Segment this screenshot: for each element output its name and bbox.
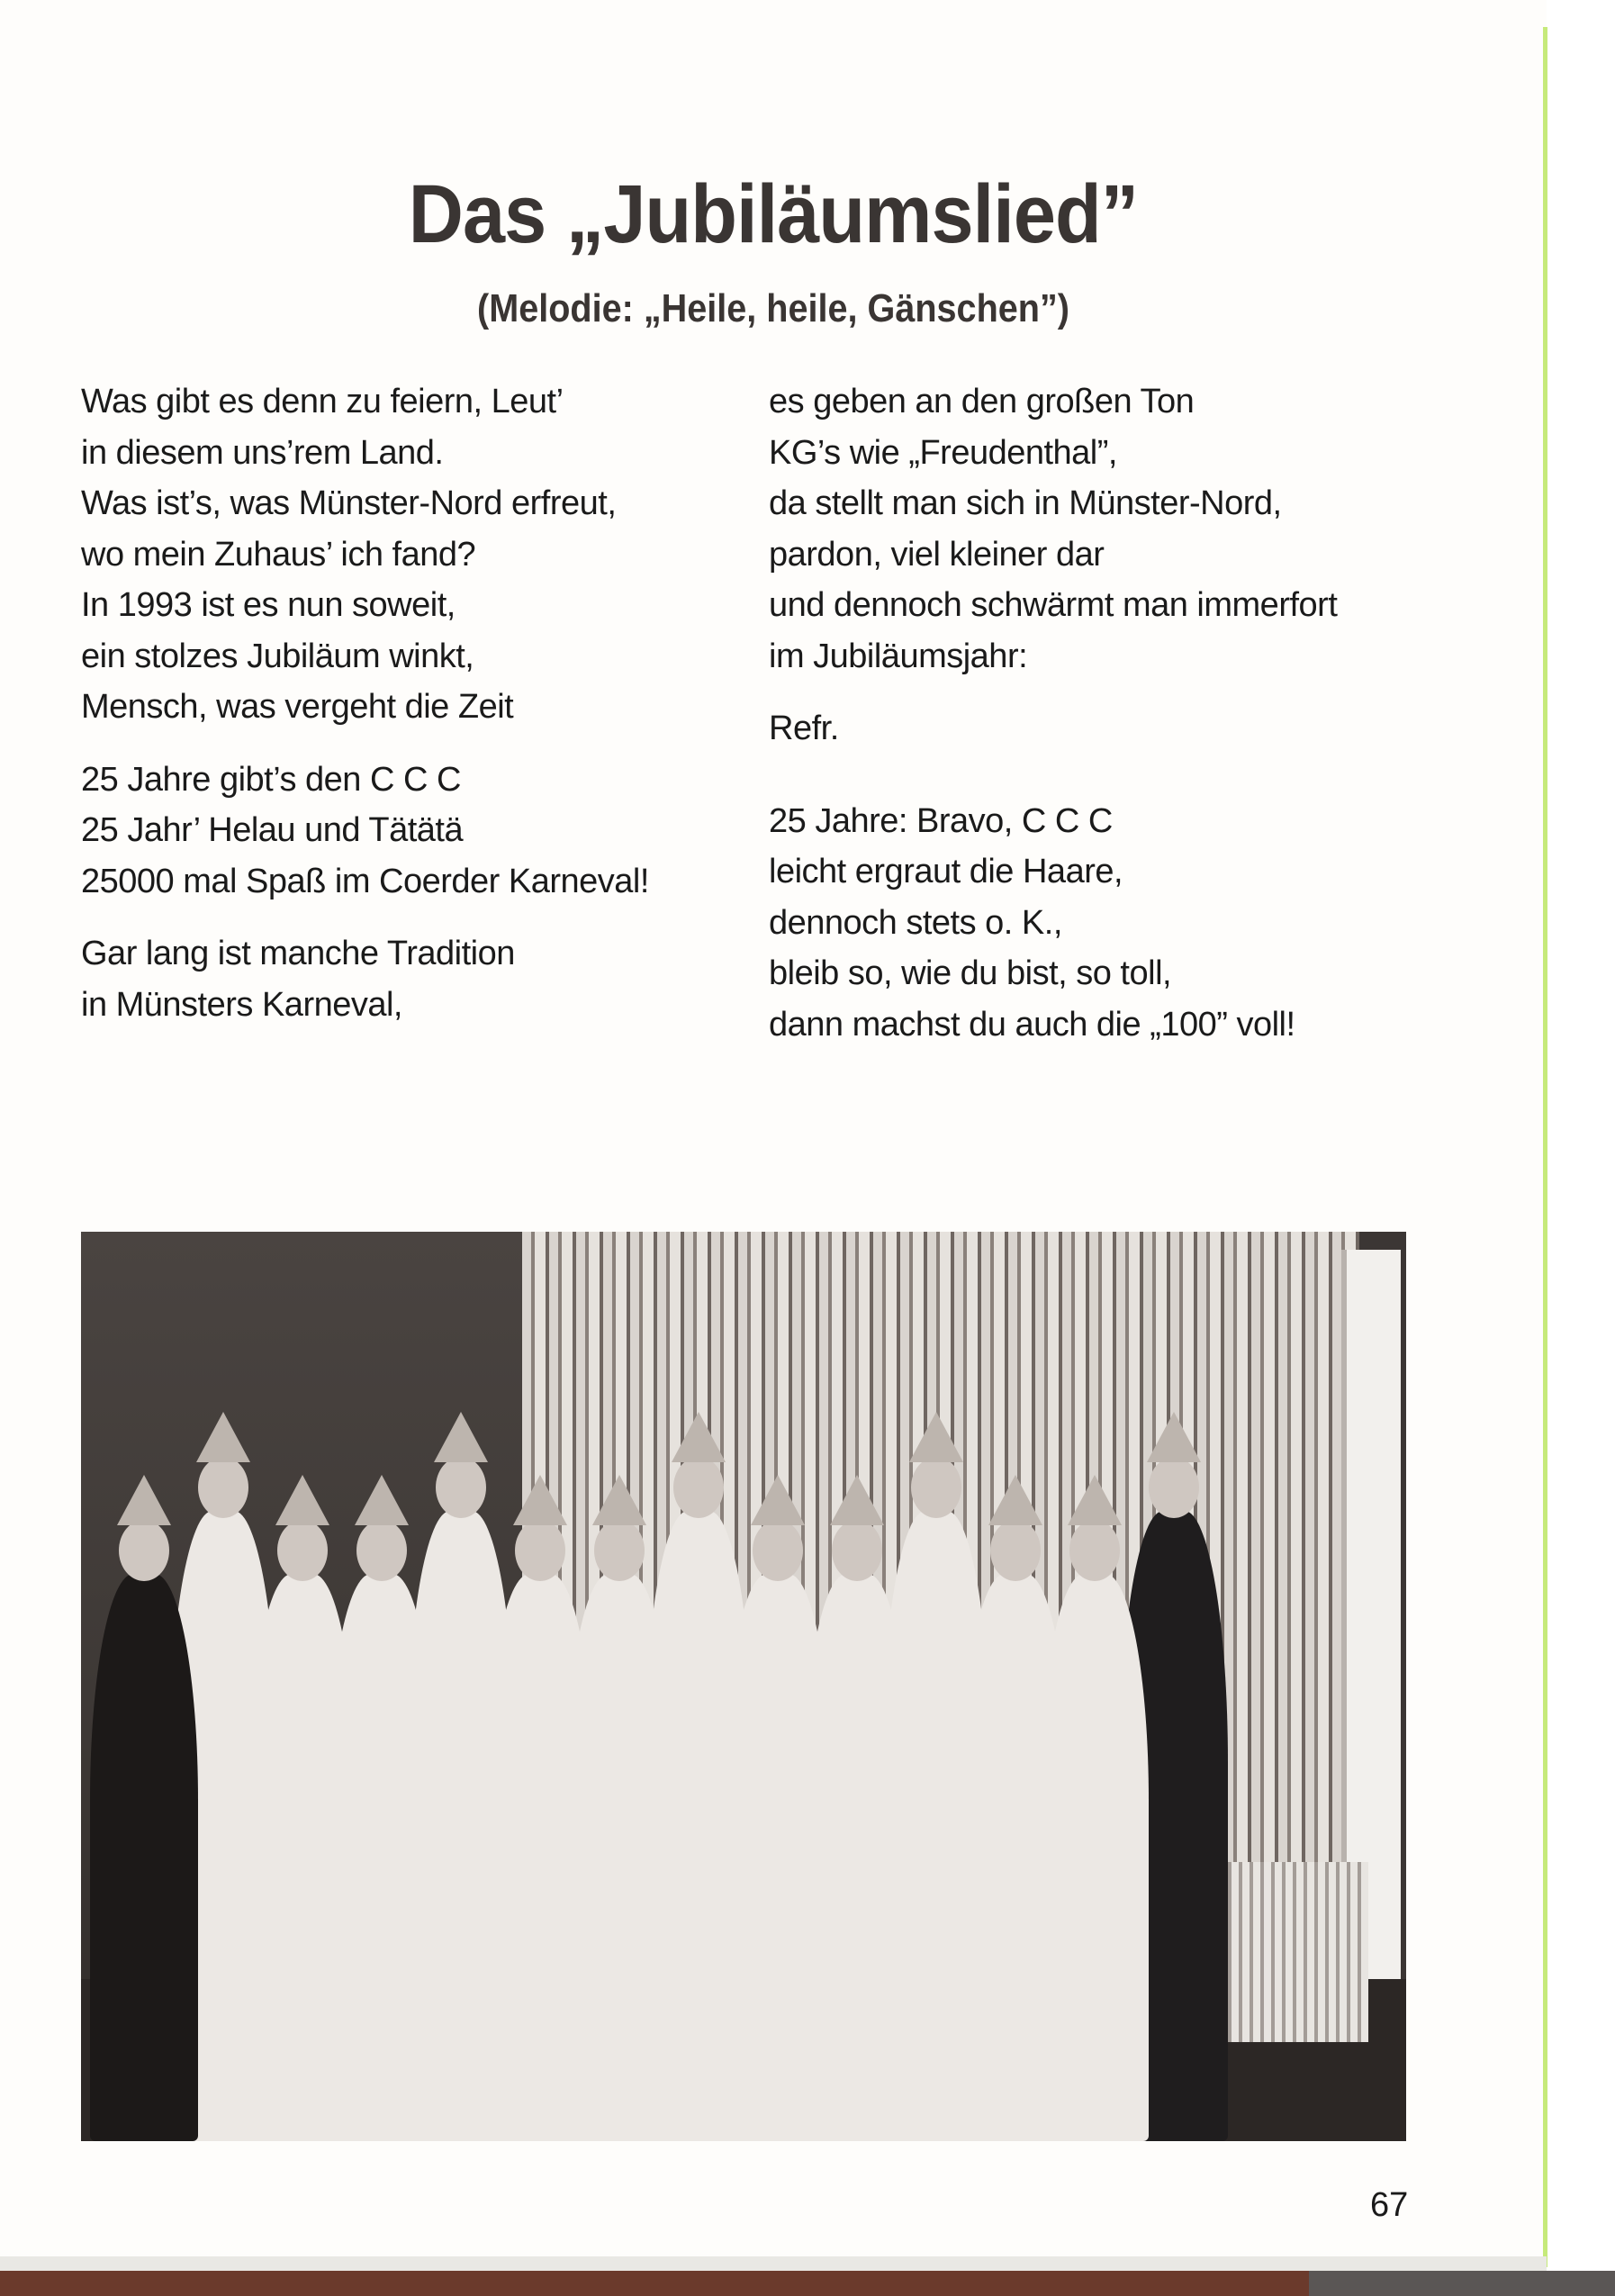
verse-line: 25 Jahr’ Helau und Tätätä <box>81 811 464 849</box>
person-figure <box>803 1574 911 2141</box>
left-text-column <box>81 376 711 1052</box>
verse-line: und dennoch schwärmt man immerfort <box>769 586 1338 624</box>
verse-line: leicht ergraut die Haare, <box>769 853 1123 890</box>
refrain-marker: Refr. <box>769 710 839 747</box>
verse-line: Mensch, was vergeht die Zeit <box>81 688 514 726</box>
verse-line: pardon, viel kleiner dar <box>769 535 1105 574</box>
verse-line: 25 Jahre gibt’s den C C C <box>81 760 461 799</box>
right-text-column <box>769 376 1399 1071</box>
verse-line: KG’s wie „Freudenthal”, <box>769 433 1117 472</box>
group-photo <box>81 1232 1406 2141</box>
refrain-stanza <box>81 755 711 908</box>
stanza-2-continued <box>769 376 1399 682</box>
page-number: 67 <box>1370 2186 1409 2224</box>
page-title: Das „Jubiläumslied” <box>408 168 1139 260</box>
verse-line: Gar lang ist manche Tradition <box>81 935 515 972</box>
person-head <box>1149 1457 1199 1518</box>
verse-line: ein stolzes Jubiläum winkt, <box>81 637 474 675</box>
verse-line: im Jubiläumsjahr: <box>769 637 1028 675</box>
person-figure <box>90 1574 198 2141</box>
verse-line: dann machst du auch die „100” voll! <box>769 1005 1295 1044</box>
verse-line: in Münsters Karneval, <box>81 985 402 1024</box>
person-head <box>673 1457 724 1518</box>
person-figure <box>1041 1574 1149 2141</box>
verse-line: 25 Jahre: Bravo, C C C <box>769 801 1113 840</box>
person-head <box>1069 1520 1120 1581</box>
stanza-1 <box>81 376 711 733</box>
person-figure <box>565 1574 673 2141</box>
person-head <box>277 1520 328 1581</box>
person-head <box>119 1520 169 1581</box>
refrain-marker-block <box>769 703 1399 755</box>
verse-line: Was gibt es denn zu feiern, Leut’ <box>81 383 564 420</box>
verse-line: wo mein Zuhaus’ ich fand? <box>81 535 476 574</box>
stanza-2-start <box>81 928 711 1030</box>
person-head <box>753 1520 803 1581</box>
verse-line: 25000 mal Spaß im Coerder Karneval! <box>81 862 649 900</box>
person-head <box>515 1520 565 1581</box>
verse-line: dennoch stets o. K., <box>769 903 1062 942</box>
person-head <box>594 1520 645 1581</box>
page-subtitle: (Melodie: „Heile, heile, Gänschen”) <box>477 286 1069 330</box>
final-stanza <box>769 796 1399 1051</box>
person-head <box>198 1457 248 1518</box>
verse-line: bleib so, wie du bist, so toll, <box>769 954 1172 992</box>
verse-line: In 1993 ist es nun soweit, <box>81 586 456 624</box>
person-head <box>356 1520 407 1581</box>
person-head <box>832 1520 882 1581</box>
verse-line: es geben an den großen Ton <box>769 383 1195 420</box>
person-head <box>436 1457 486 1518</box>
verse-line: Was ist’s, was Münster-Nord erfreut, <box>81 484 617 522</box>
person-figure <box>328 1574 436 2141</box>
scan-background <box>0 2271 1615 2296</box>
person-head <box>990 1520 1041 1581</box>
verse-line: da stellt man sich in Münster-Nord, <box>769 484 1282 522</box>
paper-shadow <box>0 2256 1547 2271</box>
page-edge <box>1543 27 1547 2267</box>
verse-line: in diesem uns’rem Land. <box>81 433 444 472</box>
person-head <box>911 1457 961 1518</box>
